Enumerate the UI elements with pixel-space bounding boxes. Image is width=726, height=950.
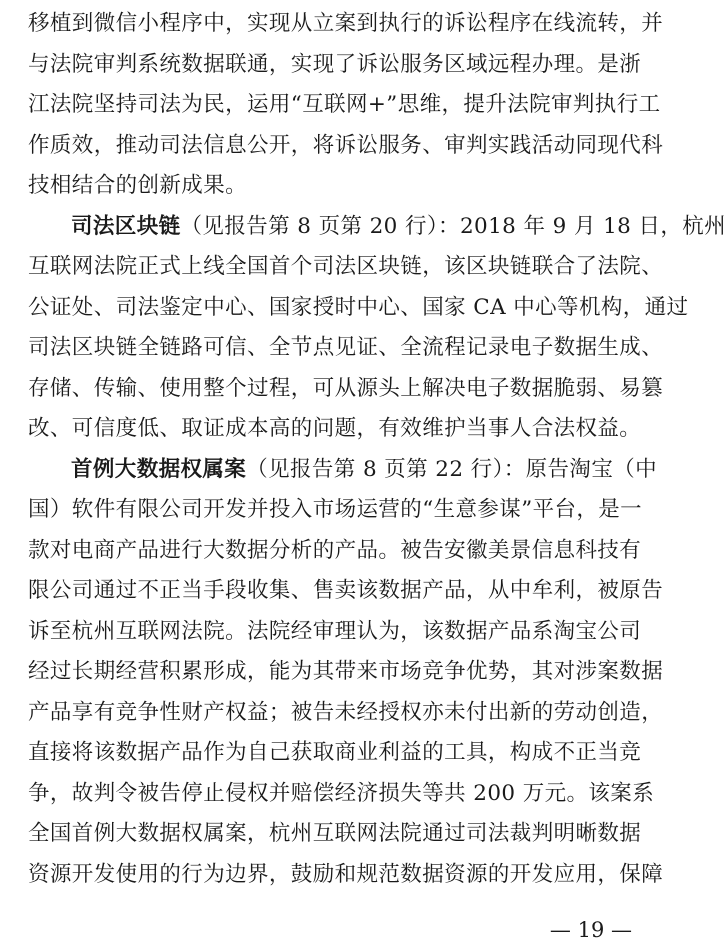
term-heading: 司法区块链	[71, 213, 181, 239]
paragraph-wechat-mini-program	[28, 4, 664, 207]
text-line: 资源开发使用的行为边界，鼓励和规范数据资源的开发应用，保障	[28, 861, 664, 887]
term-reference: （见报告第 8 页第 20 行）：2018 年 9 月 18 日，杭州	[180, 213, 726, 239]
paragraph-judicial-blockchain	[28, 207, 726, 450]
text-line: 产品享有竞争性财产权益；被告未经授权亦未付出新的劳动创造，	[28, 699, 664, 725]
text-line: 技相结合的创新成果。	[28, 173, 248, 198]
text-line: 诉至杭州互联网法院。法院经审理认为，该数据产品系淘宝公司	[28, 618, 642, 644]
term-reference: （见报告第 8 页第 22 行）：原告淘宝（中	[246, 456, 658, 482]
text-line: 争，故判令被告停止侵权并赔偿经济损失等共 200 万元。该案系	[28, 780, 655, 806]
text-line: 与法院审判系统数据联通，实现了诉讼服务区域远程办理。是浙	[28, 51, 642, 77]
text-line: 全国首例大数据权属案，杭州互联网法院通过司法裁判明晰数据	[28, 821, 642, 846]
document-page	[28, 4, 726, 895]
page-number: — 19 —	[549, 918, 632, 942]
text-line: 款对电商产品进行大数据分析的产品。被告安徽美景信息科技有	[28, 537, 642, 563]
text-line: 移植到微信小程序中，实现从立案到执行的诉讼程序在线流转，并	[28, 11, 664, 36]
text-line: 司法区块链全链路可信、全节点见证、全流程记录电子数据生成、	[28, 335, 664, 360]
term-heading: 首例大数据权属案	[71, 456, 247, 482]
paragraph-big-data-case	[28, 450, 664, 896]
text-line: 江法院坚持司法为民，运用“互联网+”思维，提升法院审判执行工	[28, 92, 661, 117]
text-line: 经过长期经营积累形成，能为其带来市场竞争优势，其对涉案数据	[28, 659, 664, 684]
text-line: 存储、传输、使用整个过程，可从源头上解决电子数据脆弱、易篡	[28, 375, 664, 401]
text-line: 直接将该数据产品作为自己获取商业利益的工具，构成不正当竞	[28, 740, 642, 765]
text-line: 作质效，推动司法信息公开，将诉讼服务、审判实践活动同现代科	[28, 132, 664, 158]
text-line: 公证处、司法鉴定中心、国家授时中心、国家 CA 中心等机构，通过	[28, 294, 689, 320]
text-line: 改、可信度低、取证成本高的问题，有效维护当事人合法权益。	[28, 416, 642, 441]
text-line	[28, 450, 658, 491]
text-line: 互联网法院正式上线全国首个司法区块链，该区块链联合了法院、	[28, 254, 664, 279]
text-line	[28, 207, 726, 248]
text-line: 限公司通过不正当手段收集、售卖该数据产品，从中牟利，被原告	[28, 578, 664, 603]
text-line: 国）软件有限公司开发并投入市场运营的“生意参谋”平台，是一	[28, 497, 643, 522]
